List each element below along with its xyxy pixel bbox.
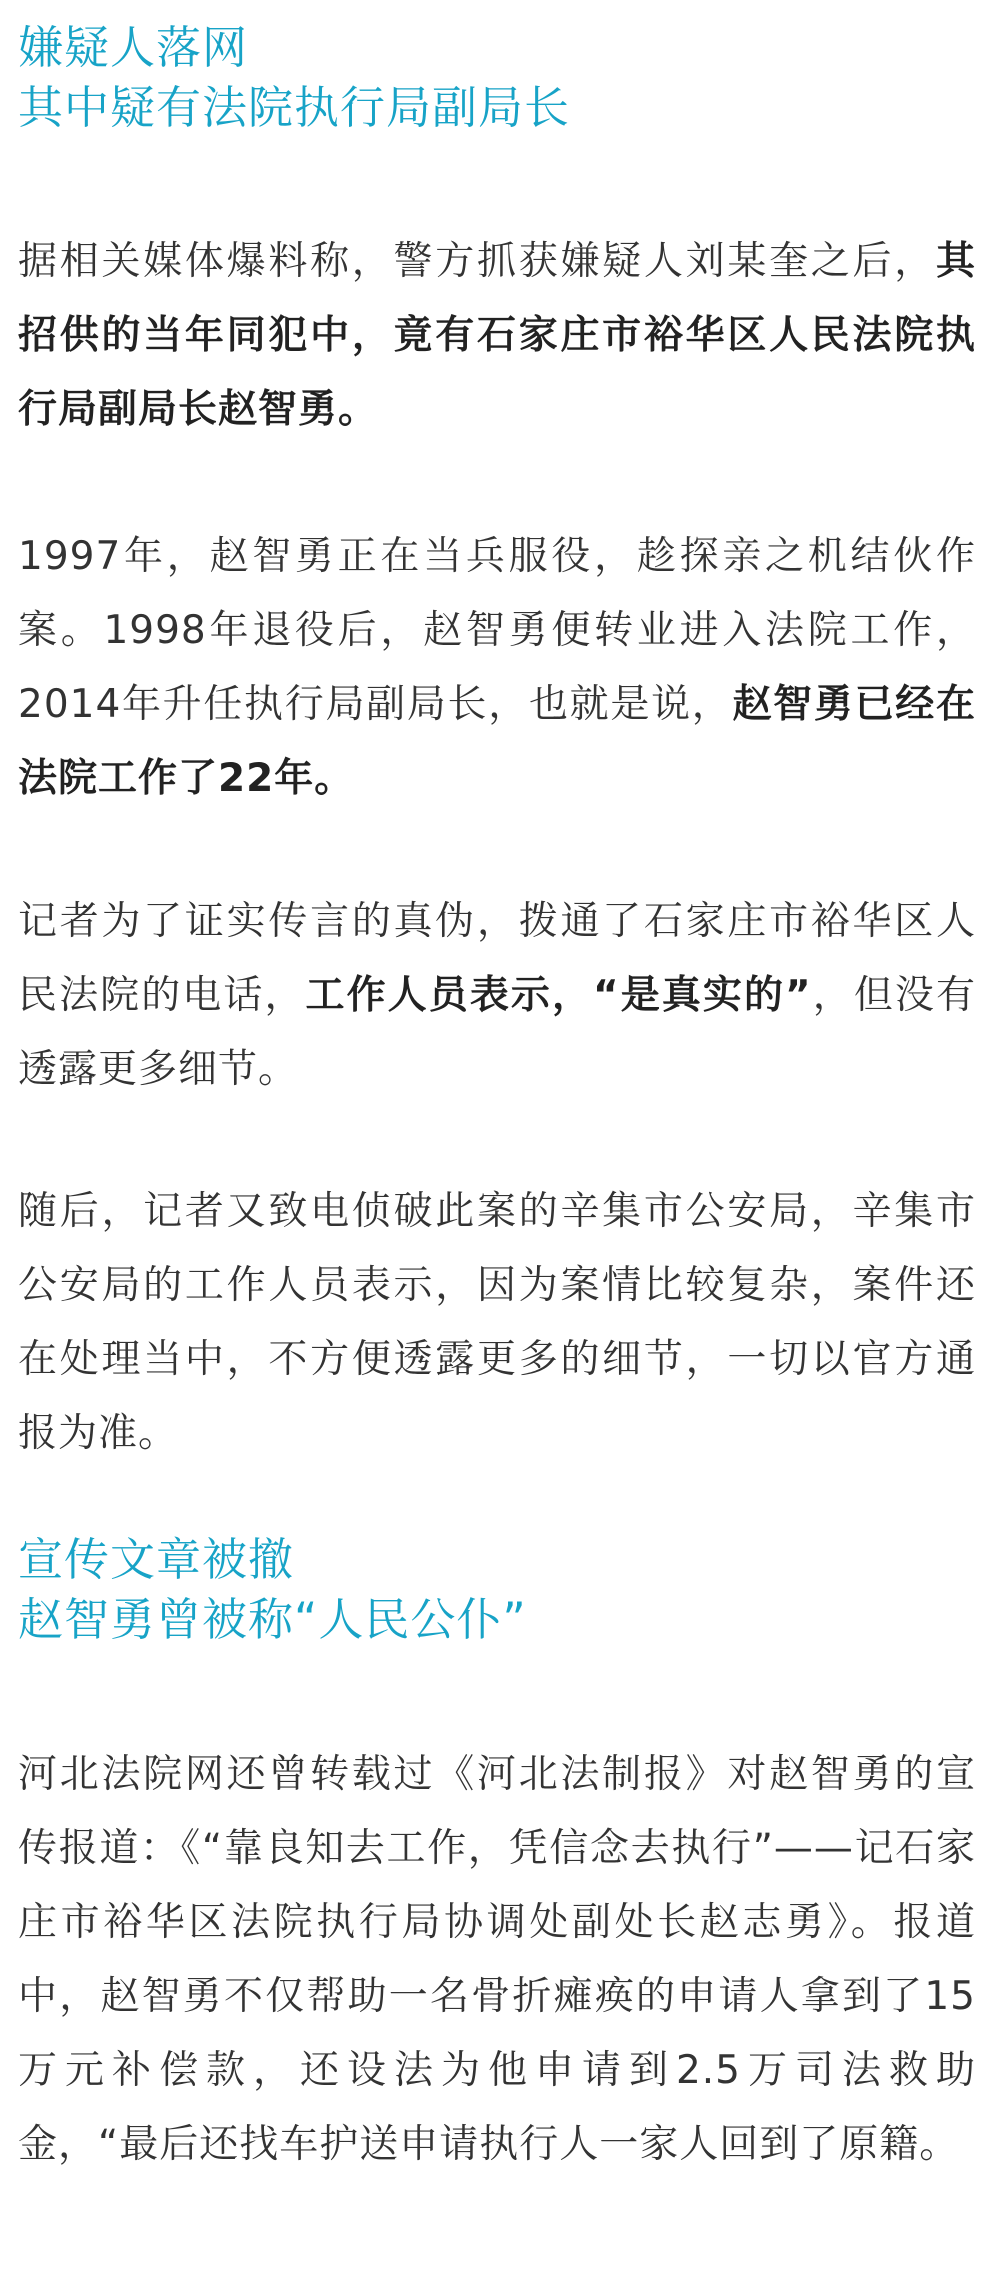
- section-heading-arrest-line2: 其中疑有法院执行局副局长: [18, 81, 571, 134]
- paragraph-court-call-bold: 工作人员表示，“是真实的”: [305, 973, 812, 1018]
- section-heading-arrest: [18, 18, 570, 138]
- paragraph-police-call-text: 随后，记者又致电侦破此案的辛集市公安局，辛集市公安局的工作人员表示，因为案情比较复杂，案件还在处理当中，不方便透露更多的细节，一切以官方通报为准。: [18, 1189, 976, 1456]
- section-heading-propaganda-line1: 宣传文章被撤: [18, 1533, 295, 1586]
- paragraph-propaganda-report: [18, 1738, 976, 2182]
- paragraph-police-call: [18, 1175, 976, 1471]
- paragraph-background: [18, 520, 976, 816]
- paragraph-background-text: 1997年，赵智勇正在当兵服役，趁探亲之机结伙作案。1998年退役后，赵智勇便转业进入法院工作，2014年升任执行局副局长，也就是说，: [18, 534, 976, 727]
- paragraph-background-bold: 赵智勇已经在法院工作了22年。: [18, 682, 976, 801]
- paragraph-court-call-text: 记者为了证实传言的真伪，拨通了石家庄市裕华区人民法院的电话，: [18, 899, 976, 1018]
- section-heading-arrest-line1: 嫌疑人落网: [18, 21, 249, 74]
- section-heading-propaganda: [18, 1530, 527, 1650]
- paragraph-propaganda-report-text: 河北法院网还曾转载过《河北法制报》对赵智勇的宣传报道：《“靠良知去工作，凭信念去执行”——记石家庄市裕华区法院执行局协调处副处长赵志勇》。报道中，赵智勇不仅帮助一名骨折瘫痪的申请人拿到了15万元补偿款，还设法为他申请到2.5万司法救助金，“最后还找车护送申请执行人一家人回到了原籍。: [18, 1752, 976, 2167]
- paragraph-court-call-text-end: ，但没有透露更多细节。: [18, 973, 976, 1092]
- paragraph-confession-text: 据相关媒体爆料称，警方抓获嫌疑人刘某奎之后，: [18, 239, 936, 284]
- section-heading-propaganda-line2: 赵智勇曾被称“人民公仆”: [18, 1593, 527, 1646]
- paragraph-confession-bold: 其招供的当年同犯中，竟有石家庄市裕华区人民法院执行局副局长赵智勇。: [18, 239, 976, 432]
- paragraph-confession: [18, 225, 976, 447]
- paragraph-court-call: [18, 885, 976, 1107]
